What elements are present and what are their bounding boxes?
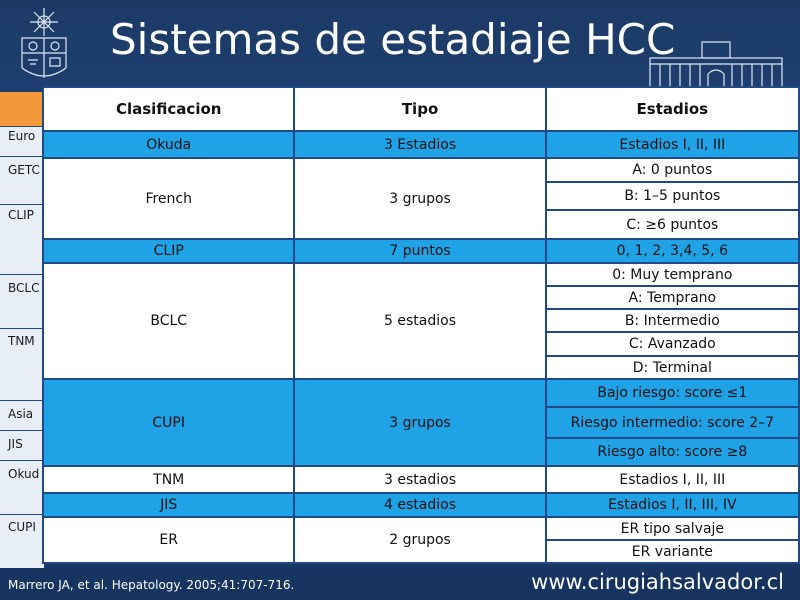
tipo-cell: 2 grupos — [294, 517, 545, 563]
column-header-estadios: Estadios — [546, 87, 799, 131]
table-row — [43, 517, 799, 540]
estadio-cell: C: Avanzado — [546, 332, 799, 356]
table-row — [43, 466, 799, 493]
background-label: GETC — [0, 156, 44, 204]
table-row — [43, 239, 799, 263]
clasificacion-cell: Okuda — [43, 131, 294, 158]
clasificacion-cell: JIS — [43, 493, 294, 517]
clasificacion-cell: TNM — [43, 466, 294, 493]
clasificacion-cell: French — [43, 158, 294, 239]
estadio-cell: A: Temprano — [546, 286, 799, 309]
background-label: Asia — [0, 400, 44, 430]
estadio-cell: C: ≥6 puntos — [546, 210, 799, 239]
tipo-cell: 7 puntos — [294, 239, 545, 263]
estadio-cell: Riesgo alto: score ≥8 — [546, 438, 799, 466]
column-header-tipo: Tipo — [294, 87, 545, 131]
estadio-cell: B: Intermedio — [546, 309, 799, 332]
background-label: JIS — [0, 430, 44, 460]
staging-table — [42, 86, 800, 564]
clasificacion-cell: ER — [43, 517, 294, 563]
university-seal-icon — [14, 8, 74, 84]
estadio-cell: Estadios I, II, III — [546, 466, 799, 493]
estadio-cell: ER tipo salvaje — [546, 517, 799, 540]
citation-text: Marrero JA, et al. Hepatology. 2005;41:707-716. — [8, 578, 295, 592]
building-icon — [646, 40, 786, 92]
estadio-cell: Bajo riesgo: score ≤1 — [546, 379, 799, 407]
clasificacion-cell: BCLC — [43, 263, 294, 379]
table-row — [43, 379, 799, 407]
estadio-cell: D: Terminal — [546, 356, 799, 379]
table-row — [43, 493, 799, 517]
table-row — [43, 158, 799, 182]
tipo-cell: 3 estadios — [294, 466, 545, 493]
tipo-cell: 3 Estadios — [294, 131, 545, 158]
estadio-cell: 0: Muy temprano — [546, 263, 799, 286]
estadio-cell: ER variante — [546, 540, 799, 563]
tipo-cell: 4 estadios — [294, 493, 545, 517]
background-label: CLIP — [0, 204, 44, 274]
estadio-cell: A: 0 puntos — [546, 158, 799, 182]
background-label: Okud — [0, 460, 44, 514]
estadio-cell: Estadios I, II, III — [546, 131, 799, 158]
column-header-clasificacion: Clasificacion — [43, 87, 294, 131]
estadio-cell: Riesgo intermedio: score 2–7 — [546, 407, 799, 438]
background-label: Euro — [0, 126, 44, 156]
website-link[interactable]: www.cirugiahsalvador.cl — [531, 570, 784, 594]
tipo-cell: 5 estadios — [294, 263, 545, 379]
background-header-accent — [0, 92, 44, 126]
table-header-row — [43, 87, 799, 131]
page-title: Sistemas de estadiaje HCC — [110, 15, 676, 64]
estadio-cell: Estadios I, II, III, IV — [546, 493, 799, 517]
tipo-cell: 3 grupos — [294, 158, 545, 239]
background-label: BCLC — [0, 274, 44, 328]
background-label: CUPI — [0, 514, 44, 568]
tipo-cell: 3 grupos — [294, 379, 545, 466]
background-label: TNM — [0, 328, 44, 400]
table-row — [43, 131, 799, 158]
estadio-cell: B: 1–5 puntos — [546, 182, 799, 210]
table-row — [43, 263, 799, 286]
clasificacion-cell: CUPI — [43, 379, 294, 466]
estadio-cell: 0, 1, 2, 3,4, 5, 6 — [546, 239, 799, 263]
clasificacion-cell: CLIP — [43, 239, 294, 263]
